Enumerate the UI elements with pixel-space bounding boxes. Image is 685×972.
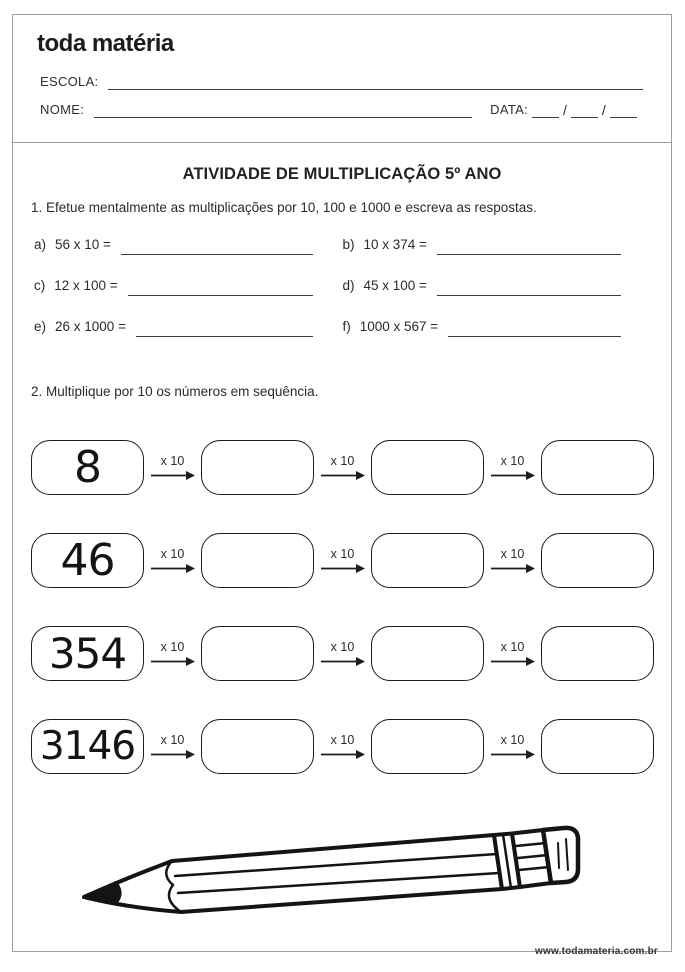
multiplication-item: [34, 276, 313, 296]
multiply-by-10-arrow: [488, 640, 538, 667]
multiply-by-10-arrow: [148, 547, 198, 574]
sheet-main: [13, 164, 671, 972]
multiply-label: x 10: [500, 547, 525, 561]
date-separator: /: [562, 102, 567, 118]
answer-box[interactable]: [201, 533, 314, 588]
right-arrow-icon: [490, 749, 536, 760]
multiply-label: x 10: [500, 640, 525, 654]
multiplication-item: [343, 317, 622, 337]
multiply-label: x 10: [160, 547, 185, 561]
answer-blank-line[interactable]: [128, 280, 313, 296]
website-url: www.todamateria.com.br: [535, 946, 658, 957]
answer-box[interactable]: [541, 626, 654, 681]
exercise2-instruction: 2. Multiplique por 10 os números em sequência.: [31, 384, 319, 399]
answer-box[interactable]: [371, 626, 484, 681]
item-label: a): [34, 237, 47, 252]
sequence-rows: [31, 440, 654, 774]
multiply-by-10-arrow: [148, 733, 198, 760]
date-separator: /: [601, 102, 606, 118]
start-number: 3146: [39, 724, 136, 769]
answer-box[interactable]: [371, 533, 484, 588]
item-label: c): [34, 278, 46, 293]
name-input-line[interactable]: [94, 104, 472, 118]
pencil-illustration: [69, 819, 589, 929]
answer-box[interactable]: [541, 719, 654, 774]
school-label: ESCOLA:: [40, 74, 99, 89]
brand-logo: toda matéria: [37, 30, 174, 57]
item-expression: 26 x 1000 =: [55, 319, 126, 334]
multiply-by-10-arrow: [318, 733, 368, 760]
date-day-line[interactable]: [532, 104, 559, 118]
item-label: b): [342, 237, 355, 252]
item-label: e): [34, 319, 47, 334]
multiplication-item: [34, 317, 313, 337]
answer-blank-line[interactable]: [136, 321, 313, 337]
multiplication-item: [343, 235, 622, 255]
worksheet-title: ATIVIDADE DE MULTIPLICAÇÃO 5º ANO: [182, 165, 502, 183]
multiply-label: x 10: [330, 733, 355, 747]
answer-box[interactable]: [201, 719, 314, 774]
name-label: NOME:: [40, 102, 85, 117]
multiply-by-10-arrow: [488, 733, 538, 760]
item-label: f): [342, 319, 351, 334]
multiply-by-10-arrow: [148, 640, 198, 667]
start-number-box: [31, 440, 144, 495]
multiply-label: x 10: [500, 733, 525, 747]
right-arrow-icon: [320, 563, 366, 574]
date-month-line[interactable]: [571, 104, 598, 118]
right-arrow-icon: [490, 470, 536, 481]
school-input-line[interactable]: [108, 76, 643, 90]
start-number-box: [31, 626, 144, 681]
item-expression: 56 x 10 =: [55, 237, 111, 252]
start-number-box: [31, 719, 144, 774]
multiply-by-10-arrow: [318, 640, 368, 667]
answer-box[interactable]: [201, 440, 314, 495]
right-arrow-icon: [320, 656, 366, 667]
multiply-by-10-arrow: [148, 454, 198, 481]
right-arrow-icon: [490, 656, 536, 667]
sheet-header: [13, 15, 671, 143]
answer-box[interactable]: [371, 719, 484, 774]
date-label: DATA:: [490, 102, 528, 117]
item-expression: 12 x 100 =: [54, 278, 118, 293]
item-expression: 10 x 374 =: [363, 237, 427, 252]
multiply-label: x 10: [330, 547, 355, 561]
multiplication-item: [343, 276, 622, 296]
right-arrow-icon: [320, 749, 366, 760]
worksheet-page: [12, 14, 672, 957]
multiply-by-10-arrow: [488, 547, 538, 574]
multiply-label: x 10: [160, 640, 185, 654]
multiply-label: x 10: [160, 733, 185, 747]
answer-blank-line[interactable]: [437, 280, 621, 296]
answer-blank-line[interactable]: [448, 321, 621, 337]
start-number: 8: [74, 441, 101, 493]
sequence-row: [31, 533, 654, 588]
multiply-label: x 10: [330, 640, 355, 654]
sequence-row: [31, 440, 654, 495]
name-field-row: [40, 102, 643, 118]
right-arrow-icon: [150, 563, 196, 574]
right-arrow-icon: [150, 656, 196, 667]
exercise1-instruction: 1. Efetue mentalmente as multiplicações por 10, 100 e 1000 e escreva as respostas.: [31, 200, 537, 215]
sequence-row: [31, 719, 654, 774]
right-arrow-icon: [490, 563, 536, 574]
multiply-label: x 10: [500, 454, 525, 468]
multiplication-item: [34, 235, 313, 255]
item-label: d): [342, 278, 355, 293]
school-field-row: [40, 74, 643, 90]
multiply-by-10-arrow: [318, 547, 368, 574]
exercise1-items: [34, 235, 621, 337]
start-number: 354: [48, 628, 127, 678]
answer-blank-line[interactable]: [121, 239, 313, 255]
item-expression: 45 x 100 =: [363, 278, 427, 293]
item-expression: 1000 x 567 =: [359, 319, 439, 334]
date-year-line[interactable]: [610, 104, 637, 118]
answer-blank-line[interactable]: [437, 239, 621, 255]
answer-box[interactable]: [371, 440, 484, 495]
right-arrow-icon: [150, 470, 196, 481]
answer-box[interactable]: [201, 626, 314, 681]
multiply-label: x 10: [160, 454, 185, 468]
multiply-by-10-arrow: [318, 454, 368, 481]
start-number: 46: [60, 534, 115, 586]
start-number-box: [31, 533, 144, 588]
right-arrow-icon: [320, 470, 366, 481]
sequence-row: [31, 626, 654, 681]
multiply-by-10-arrow: [488, 454, 538, 481]
answer-box[interactable]: [541, 440, 654, 495]
multiply-label: x 10: [330, 454, 355, 468]
answer-box[interactable]: [541, 533, 654, 588]
right-arrow-icon: [150, 749, 196, 760]
